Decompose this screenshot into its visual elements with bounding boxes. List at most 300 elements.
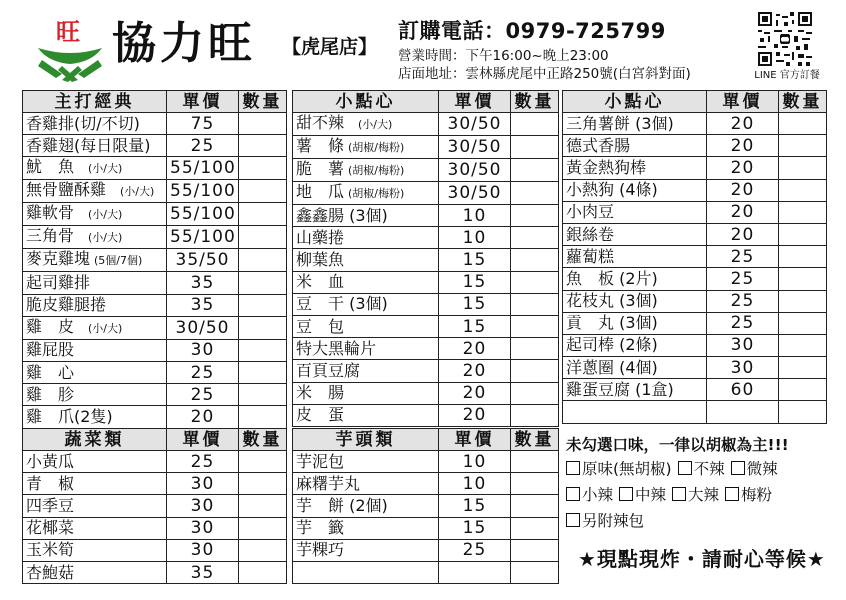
item-name-cell	[23, 316, 167, 339]
item-price: 10	[439, 473, 511, 495]
item-name: 魷 魚	[26, 157, 75, 177]
quantity-field[interactable]	[779, 290, 827, 312]
item-name: 小熱狗 (4條)	[566, 180, 658, 200]
quantity-field[interactable]	[239, 272, 287, 294]
quantity-field[interactable]	[239, 451, 287, 473]
item-name-cell	[563, 357, 707, 379]
flavor-option-label: 大辣	[688, 486, 720, 504]
item-price: 30/50	[439, 182, 511, 205]
item-name: 魚 板 (2片)	[566, 268, 658, 288]
slogan: ★現點現炸・請耐心等候★	[578, 547, 826, 571]
table-row	[293, 249, 559, 271]
item-name: 麥克雞塊	[26, 249, 91, 269]
item-price: 20	[707, 135, 779, 157]
item-name: 雞 胗	[26, 384, 75, 404]
quantity-field[interactable]	[779, 334, 827, 356]
checkbox-icon[interactable]	[619, 487, 633, 501]
table-row	[23, 561, 287, 583]
business-hours: 營業時間：下午16:00~晚上23:00	[398, 48, 609, 64]
item-price: 25	[707, 268, 779, 290]
quantity-field[interactable]	[779, 179, 827, 201]
flavor-option-label: 梅粉	[741, 486, 773, 504]
quantity-field[interactable]	[239, 180, 287, 203]
item-name: 銀絲卷	[566, 224, 615, 244]
table-row	[293, 136, 559, 159]
checkbox-icon[interactable]	[566, 513, 580, 527]
flavor-option[interactable]	[619, 482, 666, 508]
table-title: 小點心	[293, 91, 439, 113]
quantity-field[interactable]	[511, 249, 559, 271]
item-name: 貢 丸 (3個)	[566, 313, 658, 333]
table-row	[293, 495, 559, 517]
item-name-cell	[23, 203, 167, 226]
quantity-field[interactable]	[511, 113, 559, 136]
default-flavor-note: 未勾選口味，一律以胡椒為主!!!	[566, 436, 789, 454]
item-name: 雞蛋豆腐 (1盒)	[566, 379, 674, 399]
branch-name: 【虎尾店】	[282, 36, 378, 58]
item-price: 25	[167, 451, 239, 473]
table-row	[23, 203, 287, 226]
table-title: 主打經典	[23, 91, 167, 113]
table-row	[293, 517, 559, 539]
table-row	[293, 293, 559, 315]
quantity-field[interactable]	[779, 312, 827, 334]
quantity-field[interactable]	[511, 539, 559, 561]
item-name: 柳葉魚	[296, 249, 345, 269]
quantity-field[interactable]	[511, 495, 559, 517]
item-name: 雞屁股	[26, 340, 75, 360]
quantity-field[interactable]	[511, 473, 559, 495]
store-address: 店面地址：雲林縣虎尾中正路250號(白宮斜對面)	[398, 66, 691, 82]
flavor-option-label: 另附辣包	[582, 512, 645, 530]
table-row	[23, 294, 287, 316]
item-price: 55/100	[167, 157, 239, 180]
table-row	[293, 227, 559, 249]
item-name: 花椰菜	[26, 518, 75, 538]
table-row	[293, 159, 559, 182]
item-name-cell	[293, 159, 439, 182]
table-row	[293, 451, 559, 473]
quantity-field[interactable]	[511, 404, 559, 426]
item-price: 25	[707, 290, 779, 312]
flavor-option-label: 中辣	[635, 486, 667, 504]
item-price: 15	[439, 293, 511, 315]
item-price: 15	[439, 315, 511, 337]
item-price: 10	[439, 451, 511, 473]
quantity-field[interactable]	[511, 451, 559, 473]
item-name-cell	[293, 473, 439, 495]
checkbox-icon[interactable]	[725, 487, 739, 501]
item-size-note: (胡椒/梅粉)	[348, 141, 405, 154]
table-row	[23, 249, 287, 272]
item-name-cell	[23, 361, 167, 383]
flavor-notes	[566, 434, 836, 534]
menu-table-snacks-2	[562, 90, 827, 424]
quantity-field[interactable]	[239, 135, 287, 157]
item-name: 黃金熱狗棒	[566, 157, 647, 177]
quantity-field[interactable]	[511, 205, 559, 227]
item-name-cell	[23, 135, 167, 157]
table-row	[293, 360, 559, 382]
item-name: 特大黑輪片	[296, 338, 377, 358]
flavor-options-row	[566, 456, 836, 482]
item-price: 30	[167, 495, 239, 517]
item-name: 香雞翅(每日限量)	[26, 135, 151, 155]
item-name: 山藥捲	[296, 227, 345, 247]
item-price: 10	[439, 205, 511, 227]
menu-table-taro	[292, 428, 559, 584]
item-price: 25	[167, 384, 239, 406]
quantity-field[interactable]	[239, 361, 287, 383]
table-row	[563, 135, 827, 157]
quantity-field[interactable]	[511, 315, 559, 337]
item-name: 玉米筍	[26, 540, 75, 560]
item-name-cell	[23, 226, 167, 249]
table-row	[293, 271, 559, 293]
item-name-cell	[23, 339, 167, 361]
item-name-cell	[293, 293, 439, 315]
table-row	[23, 272, 287, 294]
item-name-cell	[293, 249, 439, 271]
item-price: 30/50	[439, 136, 511, 159]
item-name-cell	[23, 406, 167, 428]
quantity-field[interactable]	[779, 113, 827, 135]
flavor-option[interactable]	[566, 508, 644, 534]
item-price: 55/100	[167, 203, 239, 226]
item-price: 75	[167, 113, 239, 135]
item-size-note: (小/大)	[88, 162, 123, 176]
table-row	[23, 339, 287, 361]
quantity-field[interactable]	[239, 249, 287, 272]
item-name: 麻糬芋丸	[296, 473, 361, 493]
menu-table-vegetables	[22, 428, 287, 584]
item-name: 米 血	[296, 272, 345, 292]
price-header: 單價	[439, 429, 511, 451]
item-name: 德式香腸	[566, 135, 631, 155]
brand-logo	[32, 14, 108, 84]
item-name: 豆 干 (3個)	[296, 294, 388, 314]
item-price: 25	[707, 246, 779, 268]
item-price: 35	[167, 294, 239, 316]
item-name-cell	[23, 113, 167, 135]
item-price	[707, 401, 779, 423]
quantity-field[interactable]	[779, 223, 827, 245]
item-name: 雞軟骨	[26, 203, 75, 223]
item-size-note: (5個/7個)	[94, 254, 143, 268]
item-name-cell	[563, 268, 707, 290]
item-name-cell	[23, 157, 167, 180]
item-price: 35/50	[167, 249, 239, 272]
item-price: 30/50	[439, 113, 511, 136]
flavor-option[interactable]	[566, 456, 672, 482]
item-name: 地 瓜	[296, 182, 345, 201]
table-row	[23, 517, 287, 539]
quantity-field[interactable]	[779, 201, 827, 223]
item-price: 25	[167, 135, 239, 157]
quantity-field[interactable]	[239, 539, 287, 561]
item-name-cell	[293, 360, 439, 382]
item-price: 15	[439, 517, 511, 539]
quantity-field[interactable]	[779, 357, 827, 379]
qty-header: 數量	[239, 429, 287, 451]
flavor-option-label: 微辣	[746, 460, 778, 478]
table-row	[563, 290, 827, 312]
table-row	[293, 473, 559, 495]
table-title: 芋頭類	[293, 429, 439, 451]
item-price: 20	[707, 223, 779, 245]
item-price: 15	[439, 271, 511, 293]
quantity-field[interactable]	[239, 384, 287, 406]
flavor-option-label: 小辣	[582, 486, 614, 504]
table-row	[23, 113, 287, 135]
item-name-cell	[563, 135, 707, 157]
item-price: 55/100	[167, 180, 239, 203]
item-name-cell	[563, 334, 707, 356]
table-row	[563, 179, 827, 201]
item-price: 20	[707, 201, 779, 223]
quantity-field[interactable]	[779, 135, 827, 157]
qty-header: 數量	[239, 91, 287, 113]
quantity-field[interactable]	[779, 157, 827, 179]
item-name: 花枝丸 (3個)	[566, 291, 658, 311]
item-price: 10	[439, 227, 511, 249]
item-name: 雞 爪(2隻)	[26, 406, 113, 426]
flavor-option-label: 原味(無胡椒)	[582, 460, 672, 478]
item-name: 三角薯餅 (3個)	[566, 113, 674, 133]
item-price: 20	[439, 404, 511, 426]
item-price: 15	[439, 249, 511, 271]
item-name-cell	[293, 271, 439, 293]
table-row	[563, 223, 827, 245]
item-name-cell	[293, 227, 439, 249]
item-price: 55/100	[167, 226, 239, 249]
table-row	[563, 379, 827, 401]
table-row	[563, 113, 827, 135]
price-header: 單價	[439, 91, 511, 113]
item-name-cell	[23, 249, 167, 272]
item-name-cell	[293, 404, 439, 426]
quantity-field[interactable]	[779, 246, 827, 268]
quantity-field[interactable]	[239, 157, 287, 180]
item-name: 無骨鹽酥雞	[26, 180, 107, 200]
item-name-cell	[563, 223, 707, 245]
table-row	[23, 406, 287, 428]
item-name: 皮 蛋	[296, 405, 345, 425]
quantity-field[interactable]	[511, 271, 559, 293]
item-price: 20	[167, 406, 239, 428]
item-size-note: (小/大)	[88, 208, 123, 222]
item-name-cell	[293, 451, 439, 473]
item-name-cell	[293, 539, 439, 561]
qty-header: 數量	[511, 91, 559, 113]
item-name-cell	[293, 315, 439, 337]
table-row	[293, 561, 559, 583]
item-price: 15	[439, 495, 511, 517]
checkbox-icon[interactable]	[678, 461, 692, 475]
quantity-field[interactable]	[511, 338, 559, 360]
table-row	[563, 357, 827, 379]
quantity-field[interactable]	[239, 339, 287, 361]
item-price: 30	[167, 339, 239, 361]
table-row	[23, 539, 287, 561]
item-name-cell	[23, 451, 167, 473]
item-price: 35	[167, 272, 239, 294]
item-price: 60	[707, 379, 779, 401]
quantity-field[interactable]	[239, 113, 287, 135]
checkbox-icon[interactable]	[731, 461, 745, 475]
qty-header: 數量	[779, 91, 827, 113]
item-name-cell	[563, 312, 707, 334]
item-name: 鑫鑫腸 (3個)	[296, 205, 388, 225]
table-row	[23, 361, 287, 383]
flavor-option[interactable]	[672, 482, 719, 508]
item-name-cell	[563, 179, 707, 201]
item-size-note: (小/大)	[120, 185, 155, 199]
table-row	[293, 182, 559, 205]
quantity-field[interactable]	[511, 561, 559, 583]
price-header: 單價	[707, 91, 779, 113]
item-name: 四季豆	[26, 495, 75, 515]
item-name-cell	[293, 561, 439, 583]
quantity-field[interactable]	[239, 294, 287, 316]
item-name: 雞 皮	[26, 316, 75, 336]
item-name: 芋 餅 (2個)	[296, 495, 388, 515]
quantity-field[interactable]	[239, 316, 287, 339]
table-row	[563, 201, 827, 223]
item-price: 35	[167, 561, 239, 583]
flavor-option[interactable]	[725, 482, 772, 508]
item-price: 20	[707, 113, 779, 135]
quantity-field[interactable]	[239, 203, 287, 226]
table-row	[23, 157, 287, 180]
item-name: 百頁豆腐	[296, 360, 361, 380]
quantity-field[interactable]	[239, 495, 287, 517]
item-size-note: (小/大)	[88, 231, 123, 245]
table-row	[293, 205, 559, 227]
item-name-cell	[563, 157, 707, 179]
item-name-cell	[23, 495, 167, 517]
item-name: 起司雞排	[26, 272, 91, 292]
item-name-cell	[293, 205, 439, 227]
table-row	[293, 382, 559, 404]
item-price: 20	[707, 179, 779, 201]
quantity-field[interactable]	[511, 136, 559, 159]
item-price: 25	[167, 361, 239, 383]
item-name: 芋粿巧	[296, 540, 345, 560]
quantity-field[interactable]	[511, 517, 559, 539]
item-name-cell	[563, 379, 707, 401]
quantity-field[interactable]	[779, 268, 827, 290]
item-name: 蘿蔔糕	[566, 246, 615, 266]
table-title: 蔬菜類	[23, 429, 167, 451]
table-row	[23, 473, 287, 495]
item-price: 30	[167, 539, 239, 561]
quantity-field[interactable]	[779, 379, 827, 401]
checkbox-icon[interactable]	[672, 487, 686, 501]
table-row	[23, 226, 287, 249]
table-row	[23, 135, 287, 157]
quantity-field[interactable]	[511, 293, 559, 315]
table-row	[23, 384, 287, 406]
item-price: 30	[707, 357, 779, 379]
flavor-option[interactable]	[678, 456, 725, 482]
item-price: 25	[707, 312, 779, 334]
item-name-cell	[293, 382, 439, 404]
table-row	[23, 451, 287, 473]
item-name-cell	[563, 246, 707, 268]
table-row	[23, 180, 287, 203]
item-name: 杏鮑菇	[26, 562, 75, 582]
price-header: 單價	[167, 429, 239, 451]
item-size-note: (小/大)	[88, 321, 123, 335]
item-size-note: (胡椒/梅粉)	[348, 164, 405, 177]
item-price: 30	[167, 517, 239, 539]
item-name: 薯 條	[296, 136, 345, 155]
item-name-cell	[293, 113, 439, 136]
quantity-field[interactable]	[239, 406, 287, 428]
table-row	[293, 404, 559, 426]
quantity-field[interactable]	[239, 517, 287, 539]
table-row	[563, 312, 827, 334]
quantity-field[interactable]	[239, 226, 287, 249]
item-price: 30/50	[167, 316, 239, 339]
table-row	[563, 401, 827, 423]
table-row	[563, 246, 827, 268]
menu-table-main	[22, 90, 287, 429]
item-name-cell	[293, 182, 439, 205]
quantity-field[interactable]	[511, 227, 559, 249]
quantity-field[interactable]	[239, 473, 287, 495]
flavor-option[interactable]	[566, 482, 613, 508]
table-row	[293, 315, 559, 337]
quantity-field[interactable]	[511, 159, 559, 182]
item-name-cell	[293, 338, 439, 360]
table-row	[563, 157, 827, 179]
item-name: 香雞排(切/不切)	[26, 113, 140, 133]
line-qr-code-icon[interactable]	[758, 12, 812, 66]
item-name: 芋 籤	[296, 518, 345, 538]
flavor-option[interactable]	[731, 456, 778, 482]
item-name-cell	[23, 561, 167, 583]
item-name-cell	[293, 136, 439, 159]
item-name-cell	[23, 180, 167, 203]
item-name-cell	[563, 201, 707, 223]
item-price: 25	[439, 539, 511, 561]
flavor-options-row	[566, 482, 836, 508]
item-name: 洋蔥圈 (4個)	[566, 357, 658, 377]
checkbox-icon[interactable]	[566, 461, 580, 475]
item-name-cell	[23, 539, 167, 561]
item-name: 雞 心	[26, 362, 75, 382]
item-name: 芋泥包	[296, 451, 345, 471]
menu-table-snacks-1	[292, 90, 559, 427]
quantity-field[interactable]	[779, 401, 827, 423]
item-name-cell	[23, 473, 167, 495]
item-name-cell	[293, 495, 439, 517]
item-name-cell	[23, 272, 167, 294]
table-row	[293, 113, 559, 136]
quantity-field[interactable]	[239, 561, 287, 583]
checkbox-icon[interactable]	[566, 487, 580, 501]
quantity-field[interactable]	[511, 382, 559, 404]
item-size-note: (胡椒/梅粉)	[348, 187, 405, 200]
quantity-field[interactable]	[511, 182, 559, 205]
price-header: 單價	[167, 91, 239, 113]
quantity-field[interactable]	[511, 360, 559, 382]
item-name: 脆 薯	[296, 159, 345, 178]
flavor-options-row	[566, 508, 836, 534]
table-row	[563, 334, 827, 356]
